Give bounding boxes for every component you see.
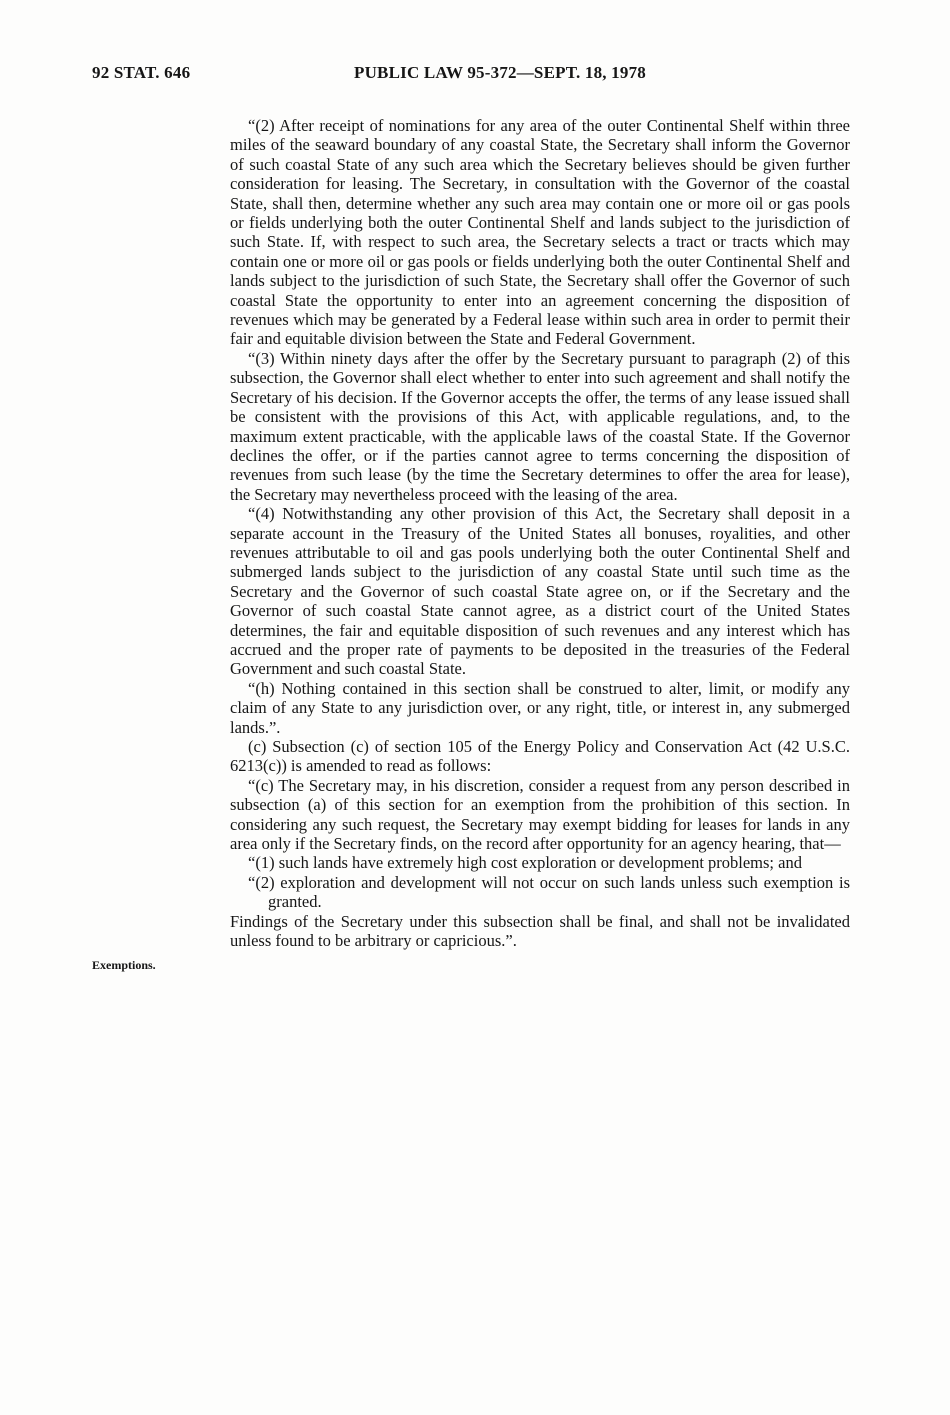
paragraph-4: “(4) Notwithstanding any other provision of this Act, the Secretary shall deposit in a separate account in the Treasury of the United States all bonuses, royalities, and other revenues attributable to oil and gas pools underlying both the outer Continental Shelf and submerged lands subject to the jurisdiction of any coastal State until such time as the Secretary and the Governor of such coastal State agree on, or if the Secretary and the Governor of such coastal State cannot agree, as a district court of the United States determines, the fair and equitable disposition of such revenues and any interest which has accrued and the proper rate of payments to be deposited in the treasuries of the Federal Government and such coastal State. — [230, 504, 850, 679]
list-item: “(1) such lands have extremely high cost exploration or development problems; and — [248, 853, 802, 873]
law-title: PUBLIC LAW 95-372—SEPT. 18, 1978 — [354, 63, 646, 82]
subsection-h: “(h) Nothing contained in this section shall be construed to alter, limit, or modify any claim of any State to any jurisdiction over, or any right, title, or interest in, any submerged lands.”. — [230, 678, 850, 737]
subsection-c-amendment: (c) Subsection (c) of section 105 of the Energy Policy and Conservation Act (42 U.S.C. 6213(c)) is amended to read as follows: — [230, 737, 850, 776]
paragraph-3: “(3) Within ninety days after the offer by the Secretary pursuant to paragraph (2) of this subsection, the Governor shall elect whether to enter into such agreement and shall notify the Secretary of his decision. If the Governor accepts the offer, the terms of any lease issued shall be consistent with the provisions of this Act, with applicable regulations, and, to the maximum extent practicable, with the applicable laws of the coastal State. If the Governor declines the offer, or if the parties cannot agree to terms concerning the disposition of revenues from such lease (by the time the Secretary determines to offer the area for lease), the Secretary may nevertheless proceed with the leasing of the area. — [230, 348, 850, 504]
findings-paragraph: Findings of the Secretary under this subsection shall be final, and shall not be invalidated unless found to be arbitrary or capricious.”. — [230, 911, 850, 951]
margin-note-exemptions: Exemptions. — [92, 958, 156, 972]
page-header — [92, 63, 852, 87]
list-item: “(2) exploration and development will not occur on such lands unless such exemption is granted. — [248, 872, 850, 912]
paragraph-2: “(2) After receipt of nominations for any area of the outer Continental Shelf within three miles of the seaward boundary of any coastal State, the Secretary shall inform the Governor of such coastal State of any such area which the Secretary believes should be given further consideration for leasing. The Secretary, in consultation with the Governor of the coastal State, shall then, determine whether any such area may contain one or more oil or gas pools or fields underlying both the outer Continental Shelf and lands subject to the jurisdiction of such State. If, with respect to such area, the Secretary selects a tract or tracts which may contain one or more oil or gas pools or fields underlying both the outer Continental Shelf and lands subject to the jurisdiction of such State, the Secretary shall offer the Governor of such coastal State the opportunity to enter into an agreement concerning the disposition of revenues which may be generated by a Federal lease within such area in order to permit their fair and equitable division between the State and Federal Government. — [230, 116, 850, 349]
stat-page-number: 92 STAT. 646 — [92, 63, 191, 82]
subsection-c-text: “(c) The Secretary may, in his discretion, consider a request from any person described in subsection (a) of this section for an exemption from the prohibition of this section. In considering any such request, the Secretary may exempt bidding for leases for lands in any area only if the Secretary finds, on the record after opportunity for an agency hearing, that— — [230, 775, 850, 854]
body-text — [230, 116, 850, 950]
